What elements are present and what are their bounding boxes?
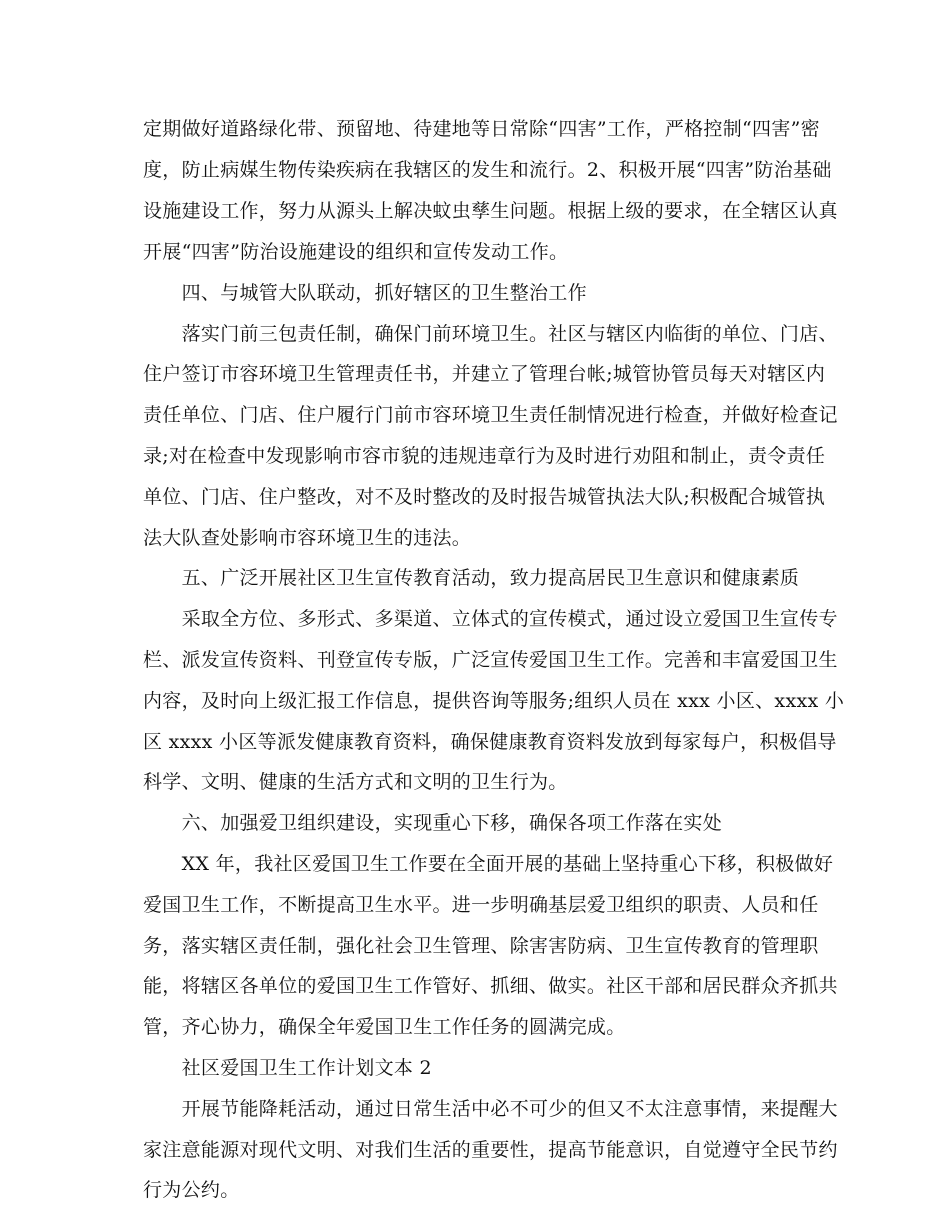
text-line: 法大队查处影响市容环境卫生的违法。 [143,527,472,549]
text-line: 设施建设工作，努力从源头上解决蚊虫孳生问题。根据上级的要求，在全辖区认真 [143,200,838,222]
text-line: 区 xxxx 小区等派发健康教育资料，确保健康教育资料发放到每家每户，积极倡导 [143,731,837,753]
text-line: 内容，及时向上级汇报工作信息，提供咨询等服务;组织人员在 xxx 小区、xxxx 小 [143,690,845,712]
text-line: 度，防止病媒生物传染疾病在我辖区的发生和流行。2、积极开展“四害”防治基础 [143,159,832,181]
text-line: 行为公约。 [143,1179,240,1201]
text-line: 管，齐心协力，确保全年爱国卫生工作任务的圆满完成。 [143,1016,626,1038]
text-line: 科学、文明、健康的生活方式和文明的卫生行为。 [143,771,568,793]
section-heading: 五、广泛开展社区卫生宣传教育活动，致力提高居民卫生意识和健康素质 [143,567,800,589]
text-line: 单位、门店、住户整改，对不及时整改的及时报告城管执法大队;积极配合城管执 [143,486,826,508]
text-line: 开展节能降耗活动，通过日常生活中必不可少的但又不太注意事情，来提醒大 [143,1098,838,1120]
text-line: XX 年，我社区爱国卫生工作要在全面开展的基础上坚持重心下移，积极做好 [143,853,834,875]
text-line: 务，落实辖区责任制，强化社会卫生管理、除害害防病、卫生宣传教育的管理职 [143,935,819,957]
text-line: 栏、派发宣传资料、刊登宣传专版，广泛宣传爱国卫生工作。完善和丰富爱国卫生 [143,649,838,671]
section-heading: 六、加强爱卫组织建设，实现重心下移，确保各项工作落在实处 [143,812,723,834]
text-line: 责任单位、门店、住户履行门前市容环境卫生责任制情况进行检查，并做好检查记 [143,404,838,426]
text-line: 爱国卫生工作，不断提高卫生水平。进一步明确基层爱卫组织的职责、人员和任 [143,894,819,916]
text-line: 住户签订市容环境卫生管理责任书，并建立了管理台帐;城管协管员每天对辖区内 [143,363,826,385]
text-line: 录;对在检查中发现影响市容市貌的违规违章行为及时进行劝阻和制止，责令责任 [143,445,826,467]
text-line: 定期做好道路绿化带、预留地、待建地等日常除“四害”工作，严格控制“四害”密 [143,118,820,140]
section-heading: 社区爱国卫生工作计划文本 2 [143,1057,432,1079]
text-line: 采取全方位、多形式、多渠道、立体式的宣传模式，通过设立爱国卫生宣传专 [143,608,838,630]
text-line: 落实门前三包责任制，确保门前环境卫生。社区与辖区内临街的单位、门店、 [143,323,838,345]
text-line: 家注意能源对现代文明、对我们生活的重要性，提高节能意识，自觉遵守全民节约 [143,1139,838,1161]
text-line: 能，将辖区各单位的爱国卫生工作管好、抓细、做实。社区干部和居民群众齐抓共 [143,975,838,997]
section-heading: 四、与城管大队联动，抓好辖区的卫生整治工作 [143,282,587,304]
text-line: 开展“四害”防治设施建设的组织和宣传发动工作。 [143,241,569,263]
